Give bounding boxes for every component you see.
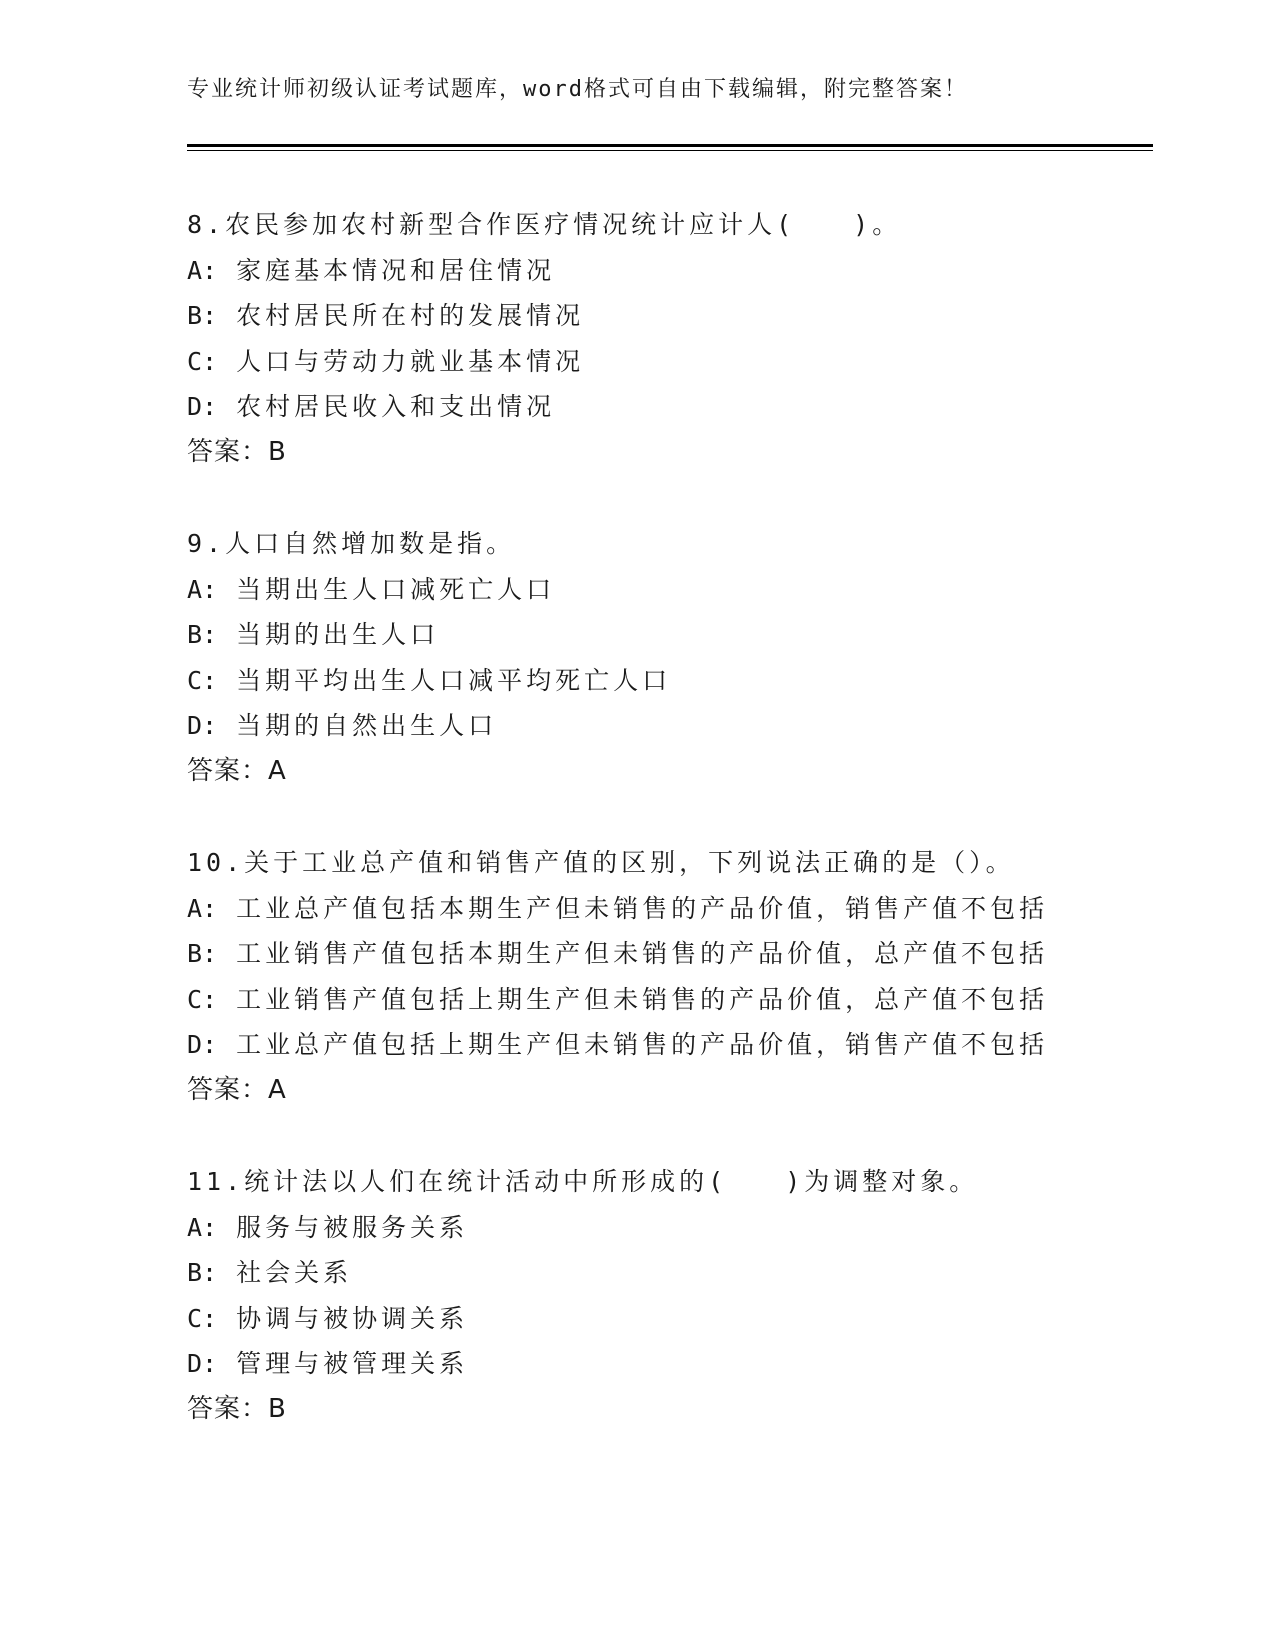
header-divider-thick — [187, 144, 1153, 147]
option-text: 当期的出生人口 — [236, 620, 440, 649]
option-label: B: — [187, 1258, 218, 1287]
option-label: C: — [187, 1303, 218, 1333]
option-text: 工业销售产值包括上期生产但未销售的产品价值，总产值不包括 — [236, 984, 1049, 1014]
question-block — [187, 202, 1167, 475]
option-text: 社会关系 — [236, 1258, 353, 1287]
option-a — [187, 567, 1167, 613]
option-text: 人口与劳动力就业基本情况 — [236, 346, 585, 376]
option-b — [187, 612, 1167, 658]
option-c — [187, 1296, 1167, 1342]
option-text: 当期的自然出生人口 — [236, 711, 498, 740]
option-label: A: — [187, 893, 218, 923]
option-label: D: — [187, 711, 218, 740]
option-b — [187, 293, 1167, 339]
option-c — [187, 339, 1167, 385]
answer-line: 答案：B — [187, 1393, 287, 1424]
page-header: 专业统计师初级认证考试题库，word格式可自由下载编辑，附完整答案！ — [187, 77, 968, 102]
option-label: D: — [187, 392, 218, 421]
option-text: 家庭基本情况和居住情况 — [236, 255, 556, 285]
option-a — [187, 1205, 1167, 1251]
option-d — [187, 384, 1167, 430]
option-text: 农村居民所在村的发展情况 — [236, 301, 585, 330]
option-text: 协调与被协调关系 — [236, 1303, 469, 1333]
option-c — [187, 977, 1167, 1023]
option-text: 当期平均出生人口减平均死亡人口 — [236, 665, 672, 695]
option-label: B: — [187, 939, 218, 968]
option-label: C: — [187, 346, 218, 376]
option-d — [187, 1022, 1167, 1068]
question-block — [187, 840, 1167, 1113]
option-label: B: — [187, 620, 218, 649]
option-b — [187, 1250, 1167, 1296]
option-text: 农村居民收入和支出情况 — [236, 392, 556, 421]
question-stem: 9.人口自然增加数是指。 — [187, 529, 516, 558]
option-text: 工业总产值包括本期生产但未销售的产品价值，销售产值不包括 — [236, 893, 1049, 923]
question-stem: 8.农民参加农村新型合作医疗情况统计应计人( )。 — [187, 210, 902, 239]
option-d — [187, 1341, 1167, 1387]
option-label: A: — [187, 1212, 218, 1242]
answer-line: 答案：A — [187, 1074, 287, 1105]
answer-line: 答案：A — [187, 755, 287, 786]
header-divider-thin — [187, 150, 1153, 151]
question-block — [187, 1159, 1167, 1432]
option-label: A: — [187, 574, 218, 604]
option-a — [187, 886, 1167, 932]
option-a — [187, 248, 1167, 294]
question-stem: 11.统计法以人们在统计活动中所形成的( )为调整对象。 — [187, 1167, 979, 1196]
option-text: 服务与被服务关系 — [236, 1212, 469, 1242]
option-text: 工业销售产值包括本期生产但未销售的产品价值，总产值不包括 — [236, 939, 1049, 968]
option-label: A: — [187, 255, 218, 285]
question-stem: 10.关于工业总产值和销售产值的区别，下列说法正确的是（）。 — [187, 848, 1015, 877]
option-text: 当期出生人口减死亡人口 — [236, 574, 556, 604]
option-label: D: — [187, 1349, 218, 1378]
answer-line: 答案：B — [187, 436, 287, 467]
option-c — [187, 658, 1167, 704]
option-label: B: — [187, 301, 218, 330]
option-b — [187, 931, 1167, 977]
question-block — [187, 521, 1167, 794]
option-label: C: — [187, 665, 218, 695]
option-d — [187, 703, 1167, 749]
option-label: D: — [187, 1030, 218, 1059]
option-text: 管理与被管理关系 — [236, 1349, 469, 1378]
option-label: C: — [187, 984, 218, 1014]
option-text: 工业总产值包括上期生产但未销售的产品价值，销售产值不包括 — [236, 1030, 1049, 1059]
